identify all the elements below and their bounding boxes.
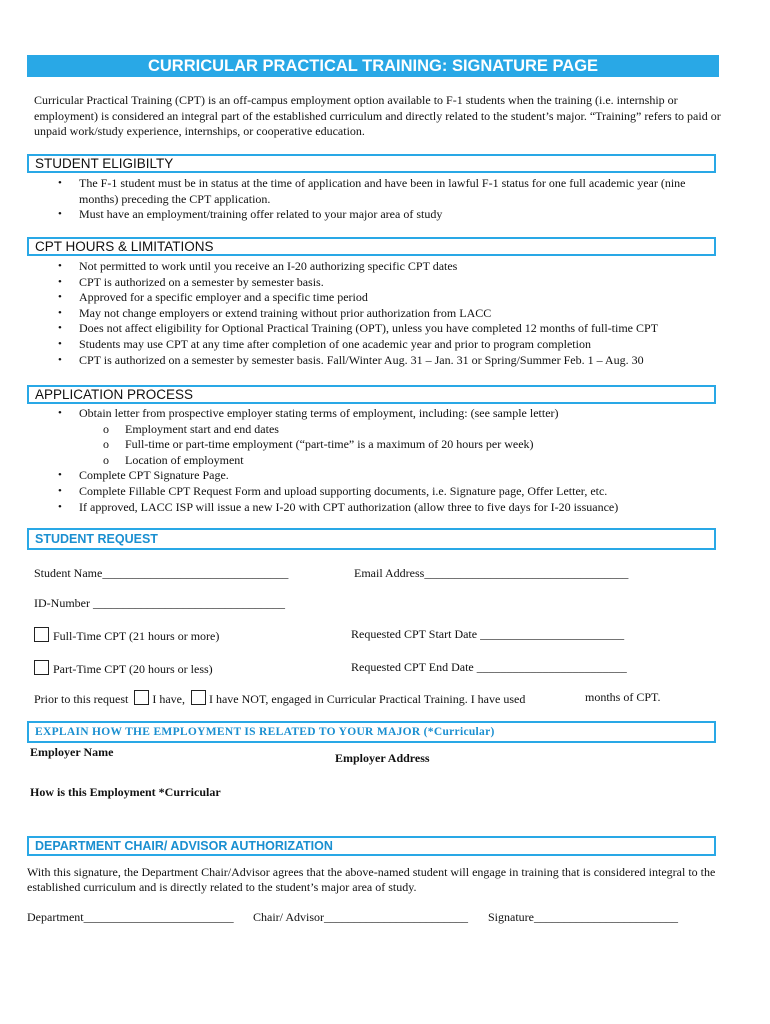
page-title: CURRICULAR PRACTICAL TRAINING: SIGNATURE PAGE [27, 55, 719, 77]
bullet-icon: • [58, 353, 62, 366]
section-heading-explain: EXPLAIN HOW THE EMPLOYMENT IS RELATED TO YOUR MAJOR (*Curricular) [27, 721, 716, 743]
bullet-icon: • [58, 208, 62, 221]
prior-cpt-row [34, 690, 525, 707]
bullet-icon: • [58, 322, 62, 335]
email-field[interactable]: Email Address__________________________________ [354, 566, 629, 580]
prior-label: Prior to this request [34, 692, 129, 706]
sub-list-item: o Location of employment [103, 452, 244, 467]
list-item: • If approved, LACC ISP will issue a new I-20 with CPT authorization (allow three to five days for I-20 issuance) [58, 499, 619, 514]
circle-bullet-icon: o [103, 452, 109, 467]
employer-name-label: Employer Name [30, 745, 114, 759]
parttime-option [34, 660, 213, 677]
section-heading-application: APPLICATION PROCESS [27, 385, 716, 404]
list-item: • Complete Fillable CPT Request Form and upload supporting documents, i.e. Signature page, Offer Letter, etc. [58, 483, 608, 498]
list-item: • Approved for a specific employer and a specific time period [58, 290, 368, 305]
sub-list [79, 422, 706, 469]
section-heading-eligibility: STUDENT ELIGIBILTY [27, 154, 716, 173]
bullet-icon: • [58, 275, 62, 288]
bullet-icon: • [58, 337, 62, 350]
months-label: months of CPT. [585, 690, 661, 704]
chair-advisor-field[interactable]: Chair/ Advisor________________________ [253, 910, 468, 924]
list-item: • CPT is authorized on a semester by semester basis. [58, 274, 324, 289]
sub-list-item: o Employment start and end dates [103, 421, 279, 436]
i-have-not-label: I have NOT, engaged in Curricular Practical Training. I have used [208, 692, 526, 706]
list-item: • May not change employers or extend training without prior authorization from LACC [58, 305, 492, 320]
i-have-not-checkbox[interactable] [191, 690, 206, 705]
list-item: • Students may use CPT at any time after completion of one academic year and prior to program completion [58, 336, 591, 351]
section-heading-hours: CPT HOURS & LIMITATIONS [27, 237, 716, 256]
bullet-icon: • [58, 291, 62, 304]
bullet-icon: • [58, 407, 62, 419]
fulltime-label: Full-Time CPT (21 hours or more) [53, 629, 220, 643]
signature-field[interactable]: Signature________________________ [488, 910, 678, 924]
list-item: • CPT is authorized on a semester by semester basis. Fall/Winter Aug. 31 – Jan. 31 or Spring/Summer Feb. 1 – Aug. 30 [58, 352, 644, 367]
eligibility-list [56, 176, 706, 223]
section-heading-authorization: DEPARTMENT CHAIR/ ADVISOR AUTHORIZATION [27, 836, 716, 856]
start-date-field[interactable]: Requested CPT Start Date ________________________ [351, 627, 625, 641]
fulltime-option [34, 627, 219, 644]
fulltime-checkbox[interactable] [34, 627, 49, 642]
bullet-icon: • [58, 469, 62, 482]
i-have-checkbox[interactable] [134, 690, 149, 705]
hours-list [56, 259, 706, 368]
department-field[interactable]: Department_________________________ [27, 910, 234, 924]
bullet-icon: • [58, 306, 62, 319]
list-item: • Does not affect eligibility for Optional Practical Training (OPT), unless you have completed 12 months of full-time CPT [58, 321, 659, 336]
list-item: • Must have an employment/training offer related to your major area of study [58, 207, 443, 222]
bullet-icon: • [58, 500, 62, 513]
how-curricular-label: How is this Employment *Curricular [30, 785, 221, 799]
parttime-label: Part-Time CPT (20 hours or less) [53, 662, 213, 676]
student-name-field[interactable]: Student Name_______________________________ [34, 566, 289, 580]
i-have-label: I have, [152, 692, 185, 706]
application-list [56, 406, 706, 515]
list-item: • The F-1 student must be in status at the time of application and have been in lawful F-1 status for one full academic year (nine months) preceding the CPT application. [58, 176, 686, 206]
authorization-text: With this signature, the Department Chair/Advisor agrees that the above-named student will engage in training that is considered integral to the established curriculum and is directly related to the student’s major area of study. [27, 865, 716, 894]
list-item: • Not permitted to work until you receive an I-20 authorizing specific CPT dates [58, 259, 458, 273]
section-heading-request: STUDENT REQUEST [27, 528, 716, 550]
sub-list-item: o Full-time or part-time employment (“part-time” is a maximum of 20 hours per week) [103, 437, 534, 452]
intro-paragraph: Curricular Practical Training (CPT) is an off-campus employment option available to F-1 students when the training (i.e. internship or employment) is considered an integral part of the established curriculum and directly related to the student’s major. “Training” refers to paid or unpaid work/study experience, internships, or cooperative education. [34, 93, 721, 138]
parttime-checkbox[interactable] [34, 660, 49, 675]
circle-bullet-icon: o [103, 437, 109, 452]
circle-bullet-icon: o [103, 421, 109, 436]
id-number-field[interactable]: ID-Number ________________________________ [34, 596, 285, 610]
end-date-field[interactable]: Requested CPT End Date _________________________ [351, 660, 627, 674]
employer-address-label: Employer Address [335, 751, 430, 765]
list-item: • Complete CPT Signature Page. [58, 468, 229, 483]
bullet-icon: • [58, 484, 62, 497]
bullet-icon: • [58, 260, 62, 272]
list-item: • Obtain letter from prospective employer stating terms of employment, including: (see sample letter) o Employment start and end dates o Full-time or part-time employment (“part-time” is a maximum of 20 hours per week) o Location of employment [56, 406, 706, 468]
bullet-icon: • [58, 177, 62, 189]
